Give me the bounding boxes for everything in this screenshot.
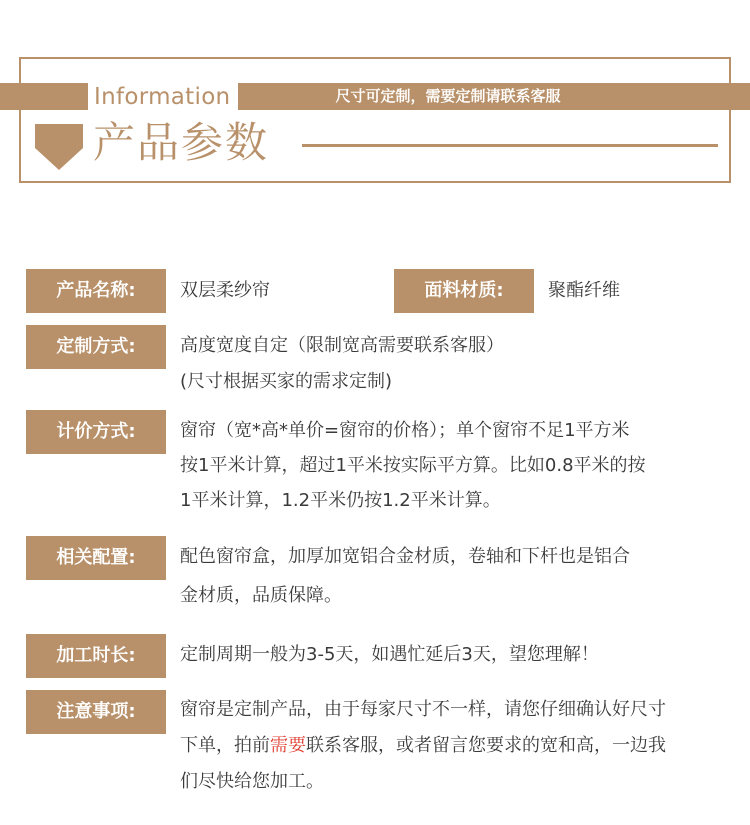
value-pricing-line-2: 按1平米计算，超过1平米按实际平方算。比如0.8平米的按	[180, 455, 646, 476]
value-custom-line-1: 高度宽度自定（限制宽高需要联系客服）	[180, 335, 504, 356]
information-label: Information	[94, 84, 231, 110]
header-band-left	[0, 83, 88, 110]
value-notes-line-2	[180, 729, 666, 763]
customization-note: 尺寸可定制，需要定制请联系客服	[335, 87, 561, 105]
title-divider	[302, 144, 718, 147]
label-material: 面料材质:	[394, 269, 534, 313]
label-notes: 注意事项:	[26, 690, 166, 734]
value-material: 聚酯纤维	[548, 280, 620, 301]
label-config: 相关配置:	[26, 536, 166, 580]
page-title: 产品参数	[93, 118, 270, 167]
value-pricing-line-3: 1平米计算，1.2平米仍按1.2平米计算。	[180, 490, 501, 511]
notes-line-2-pre: 下单，拍前	[180, 735, 270, 756]
label-lead-time: 加工时长:	[26, 634, 166, 678]
chevron-down-icon	[33, 122, 85, 172]
notes-line-2-accent: 需要	[270, 735, 306, 756]
value-pricing-line-1: 窗帘（宽*高*单价=窗帘的价格）；单个窗帘不足1平方米	[180, 420, 630, 441]
label-pricing: 计价方式:	[26, 410, 166, 454]
notes-line-2-post: 联系客服，或者留言您要求的宽和高，一边我	[306, 735, 666, 756]
value-config-line-1: 配色窗帘盒，加厚加宽铝合金材质，卷轴和下杆也是铝合	[180, 546, 630, 567]
label-custom-method: 定制方式:	[26, 325, 166, 369]
value-notes-line-3: 们尽快给您加工。	[180, 771, 324, 792]
value-custom-line-2: (尺寸根据买家的需求定制)	[180, 371, 393, 392]
value-notes-line-1: 窗帘是定制产品，由于每家尺寸不一样，请您仔细确认好尺寸	[180, 699, 666, 720]
value-config-line-2: 金材质，品质保障。	[180, 585, 342, 606]
value-product-name: 双层柔纱帘	[180, 280, 270, 301]
value-lead-time: 定制周期一般为3-5天，如遇忙延后3天，望您理解！	[180, 644, 599, 665]
label-product-name: 产品名称:	[26, 269, 166, 313]
